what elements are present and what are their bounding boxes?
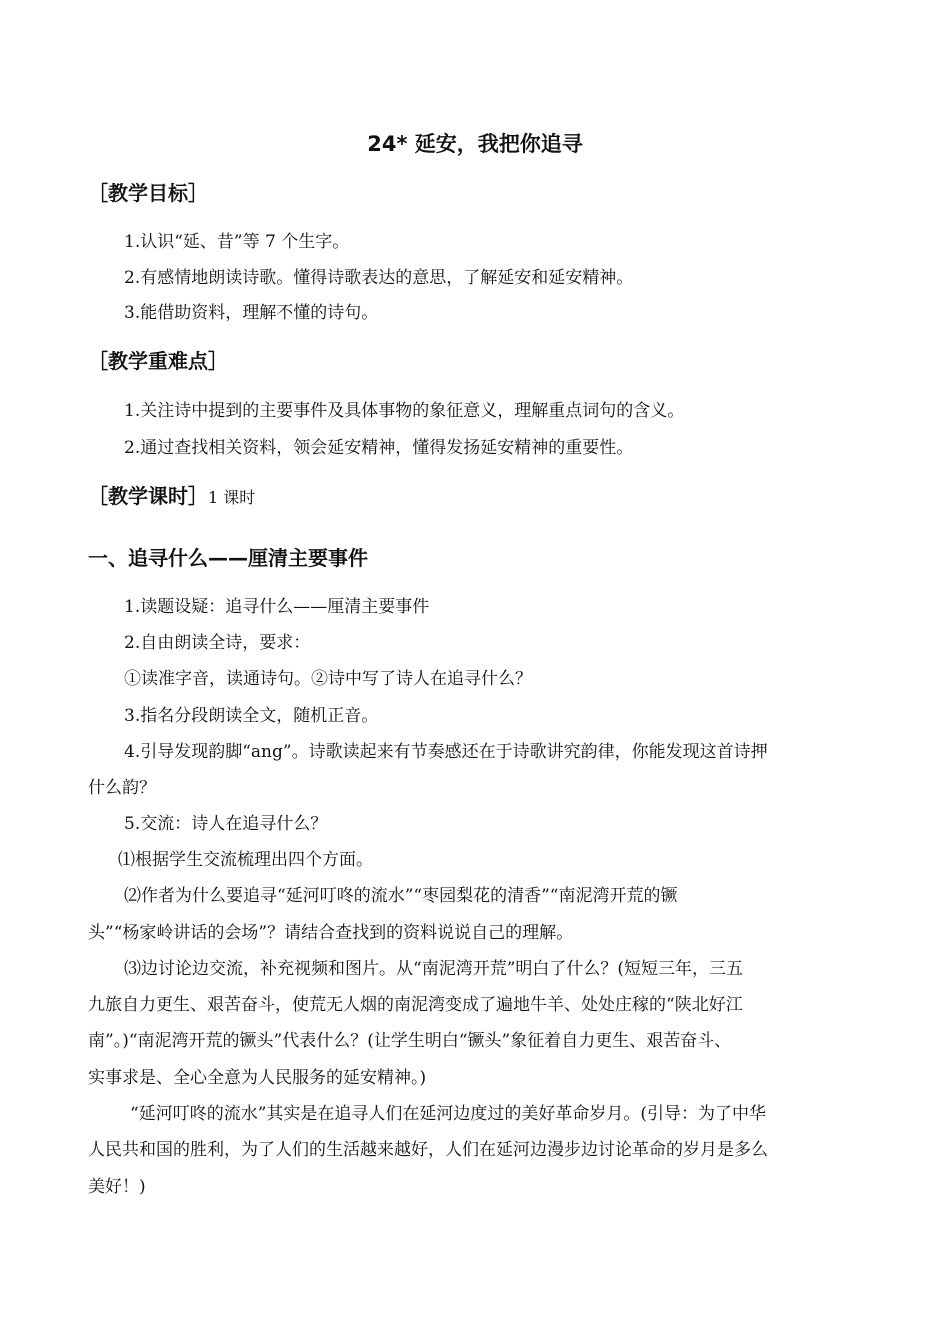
objective-item: 1.认识“延、昔”等 7 个生字。 <box>124 232 350 252</box>
section1-line: 人民共和国的胜利，为了人们的生活越来越好，人们在延河边漫步边讨论革命的岁月是多么 <box>88 1140 768 1160</box>
objectives-heading: ［教学目标］ <box>88 181 208 205</box>
section1-line: 4.引导发现韵脚“ang”。诗歌读起来有节奏感还在于诗歌讲究韵律，你能发现这首诗押 <box>124 742 768 762</box>
section1-line: ⑵作者为什么要追寻“延河叮咚的流水”“枣园梨花的清香”“南泥湾开荒的镢 <box>124 886 678 906</box>
section1-line: 3.指名分段朗读全文，随机正音。 <box>124 706 379 726</box>
section1-title: 一、追寻什么——厘清主要事件 <box>88 546 368 570</box>
section1-line: 什么韵？ <box>88 778 156 798</box>
section1-line: 5.交流：诗人在追寻什么？ <box>124 814 328 834</box>
section1-line: 九旅自力更生、艰苦奋斗，使荒无人烟的南泥湾变成了遍地牛羊、处处庄稼的“陕北好江 <box>88 995 743 1015</box>
document-title: 24* 延安，我把你追寻 <box>367 132 583 156</box>
section1-line: “延河叮咚的流水”其实是在追寻人们在延河边度过的美好革命岁月。(引导：为了中华 <box>130 1104 767 1124</box>
section1-line: 美好！) <box>88 1177 146 1197</box>
periods-label: ［教学课时］ <box>88 484 208 508</box>
key-points-heading: ［教学重难点］ <box>88 349 228 373</box>
periods-value: 1 课时 <box>208 488 256 507</box>
section1-line: ⑶边讨论边交流，补充视频和图片。从“南泥湾开荒”明白了什么？(短短三年，三五 <box>124 959 744 979</box>
section1-line: 2.自由朗读全诗，要求： <box>124 633 311 653</box>
section1-line: 1.读题设疑：追寻什么——厘清主要事件 <box>124 597 430 617</box>
section1-line: 南”。)“南泥湾开荒的镢头”代表什么？(让学生明白“镢头”象征着自力更生、艰苦奋斗、 <box>88 1031 732 1051</box>
key-point-item: 2.通过查找相关资料，领会延安精神，懂得发扬延安精神的重要性。 <box>124 438 634 458</box>
section1-line: ⑴根据学生交流梳理出四个方面。 <box>118 850 373 870</box>
periods-heading <box>88 483 255 511</box>
section1-line: ①读准字音，读通诗句。②诗中写了诗人在追寻什么？ <box>124 669 532 689</box>
key-point-item: 1.关注诗中提到的主要事件及具体事物的象征意义，理解重点词句的含义。 <box>124 401 685 421</box>
objective-item: 2.有感情地朗读诗歌。懂得诗歌表达的意思，了解延安和延安精神。 <box>124 268 634 288</box>
objective-item: 3.能借助资料，理解不懂的诗句。 <box>124 303 379 323</box>
section1-line: 实事求是、全心全意为人民服务的延安精神。) <box>88 1068 427 1088</box>
section1-line: 头”“杨家岭讲话的会场”？请结合查找到的资料说说自己的理解。 <box>88 923 574 943</box>
